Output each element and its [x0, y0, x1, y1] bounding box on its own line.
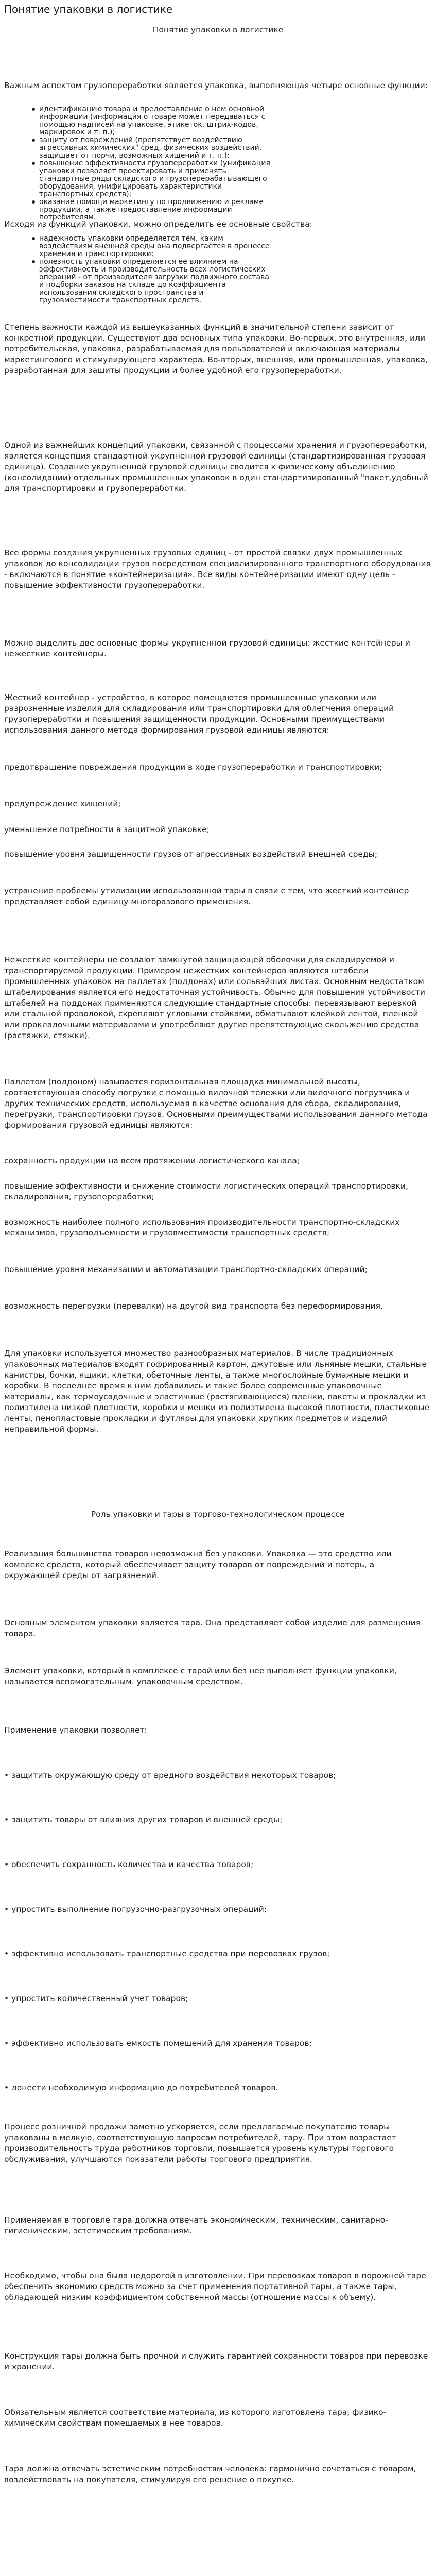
list-item: идентификацию товара и предоставление о нем основной информации (информация о товаре может передаваться с помощью надписей на упаковке, этикеток, штрих-кодов, маркировок и т. п.);: [32, 106, 278, 137]
paragraph: [4, 1666, 431, 1687]
paragraph: [4, 1156, 431, 1166]
list-item: оказание помощи маркетингу по продвижению и рекламе продукции, а также предоставление информации потребителям.: [32, 198, 278, 222]
functions-list: [32, 106, 278, 222]
paragraph: [4, 2464, 431, 2485]
paragraph-text: возможность перегрузки (перевалки) на другой вид транспорта без переформирования.: [4, 1301, 383, 1311]
paragraph-text: • защитить товары от влияния других товаров и внешней среды;: [4, 1815, 283, 1824]
intro-text: Важным аспектом грузопереработки является упаковка, выполняющая четыре основные функции:: [4, 81, 428, 90]
list-item: [4, 1904, 431, 1915]
paragraph-text: повышение уровня защищенности грузов от агрессивных воздействий внешней среды;: [4, 850, 378, 859]
paragraph-text: Тара должна отвечать эстетическим потребностям человека: гармонично сочетаться с товаром, воздействовать на покупателя, стимулируя его решение о покупке.: [4, 2464, 416, 2484]
paragraph-text: Элемент упаковки, который в комплексе с тарой или без нее выполняет функции упаковки, называется вспомогательным. упаковочным средством.: [4, 1666, 397, 1686]
paragraph: [4, 1264, 431, 1275]
list-item: защиту от повреждений (препятствует воздействию агрессивных химических" сред, физических воздействий, защищает от порчи, возможных хищений и т. п.);: [32, 137, 278, 160]
paragraph-text: Нежесткие контейнеры не создают замкнутой защищающей оболочки для складируемой и транспортируемой продукции. Примером нежестких контейнеров являются штабели промышленных упаковок на паллетах (поддонах) или сольвэйших листах. Основным недостатком штабелирования является его недостаточная устойчивость. Обычно для повышения устойчивости штабелей на поддонах применяются следующие стандартные способы: перевязывают веревкой или стальной проволокой, скрепляют угловыми стойками, обматывают клейкой лентой, пленкой или прокладочными материалами и употребляют другие препятствующие скольжению средства (растяжки, стяжки).: [4, 955, 425, 1040]
list-item: [4, 1859, 431, 1870]
paragraph: [4, 799, 431, 809]
paragraph: [4, 692, 431, 736]
paragraph: [4, 322, 431, 376]
list-item: [4, 1948, 431, 1959]
paragraph-text: • защитить окружающую среду от вредного воздействия некоторых товаров;: [4, 1771, 336, 1780]
paragraph-text: • эффективно использовать транспортные средства при перевозках грузов;: [4, 1949, 330, 1958]
properties-list: [32, 235, 273, 304]
paragraph-text: повышение эффективности и снижение стоимости логистических операций транспортировки, складирования, грузопереработки;: [4, 1181, 408, 1201]
paragraph: [4, 955, 431, 1041]
paragraph-text: Основным элементом упаковки является тара. Она представляет собой изделие для размещения товара.: [4, 1618, 421, 1638]
paragraph-text: Паллетом (поддоном) называется горизонтальная площадка минимальной высоты, соответствующая способу погрузки с помощью вилочной тележки или вилочного погрузчика и других технических средств, используемая в качестве основания для сбора, складирования, перегрузки, транспортировки грузов. Основными преимуществами использования данного метода формирования грузовой единицы являются:: [4, 1077, 428, 1130]
list-item: полезность упаковки определяется ее влиянием на эффективность и производительность всех логистических операций - от производителя загрузки подвижного состава и подборки заказов на складе до коэффициента использования складского пространства и грузовместимости транспортных средств.: [32, 258, 273, 304]
paragraph-text: уменьшение потребности в защитной упаковке;: [4, 825, 210, 834]
intro-paragraph: [4, 80, 431, 91]
paragraph: [4, 2351, 431, 2372]
paragraph: [4, 1181, 431, 1202]
paragraph: [4, 440, 431, 494]
paragraph-text: Процесс розничной продажи заметно ускоряется, если предлагаемые покупателю товары упакованы в мелкую, соответствующую запросам потребителей, тару. При этом возрастает производительность труда работников торговли, повышается уровень культуры торгового обслуживания, улучшаются показатели работы торгового предприятия.: [4, 2122, 396, 2164]
paragraph: [4, 2215, 431, 2236]
paragraph-text: возможность наиболее полного использования производительности транспортно-складских механизмов, грузоподъемности и грузовместимости транспортных средств;: [4, 1217, 400, 1238]
paragraph-text: • упростить выполнение погрузочно-разгрузочных операций;: [4, 1905, 267, 1914]
paragraph-text: • упростить количественный учет товаров;: [4, 1994, 188, 2003]
paragraph-text: предотвращение повреждения продукции в ходе грузопереработки и транспортировки;: [4, 762, 382, 772]
list-item: [4, 1815, 431, 1825]
paragraph: [4, 824, 431, 835]
paragraph-text: устранение проблемы утилизации использованной тары в связи с тем, что жесткий контейнер представляет собой единицу многоразового применения.: [4, 886, 409, 906]
paragraph: [4, 1348, 431, 1435]
paragraph-text: Степень важности каждой из вышеуказанных функций в значительной степени зависит от конкретной продукции. Существуют два основных типа упаковки. Во-первых, это внутренняя, или потребительская, упаковка, разрабатываемая для пользователей и включающая материалы маркетингового и стимулирующего характера. Во-вторых, внешняя, или промышленная, упаковка, разработанная для защиты продукции и более удобной его грузопереработки.: [4, 323, 428, 375]
paragraph: [4, 548, 431, 591]
paragraph-text: Конструкция тары должна быть прочной и служить гарантией сохранности товаров при перевозке и хранении.: [4, 2351, 428, 2371]
paragraph: [4, 1618, 431, 1639]
paragraph-text: Жесткий контейнер - устройство, в которое помещаются промышленные упаковки или разрозненные изделия для складирования или транспортировки для облегчения операций грузопереработки и повышения защищенности продукции. Основными преимуществами использования данного метода формирования грузовой единицы являются:: [4, 693, 394, 735]
list-item: [4, 2038, 431, 2049]
list-item: [4, 1770, 431, 1781]
page-title: Понятие упаковки в логистике: [4, 3, 173, 15]
section-heading-text: Роль упаковки и тары в торгово-технологическом процессе: [91, 1510, 345, 1519]
properties-text: Исходя из функций упаковки, можно определить ее основные свойства:: [4, 219, 312, 229]
paragraph: [4, 1217, 431, 1239]
paragraph: [4, 638, 431, 659]
list-item: повышение эффективности грузопереработки (унификация упаковки позволяет проектировать и применять стандартные ряды складского и грузоперерабатывающего оборудования, унифицировать характеристики транспортных средств);: [32, 160, 278, 198]
paragraph-text: сохранность продукции на всем протяжении логистического канала;: [4, 1156, 300, 1165]
paragraph: [4, 849, 431, 860]
paragraph: [4, 2407, 431, 2429]
article-heading: Понятие упаковки в логистике: [152, 25, 284, 35]
paragraph: [4, 1301, 431, 1312]
paragraph-text: Применение упаковки позволяет:: [4, 1725, 147, 1735]
paragraph: [4, 1725, 431, 1736]
paragraph: [4, 886, 431, 907]
properties-paragraph: [4, 219, 431, 230]
list-item: надежность упаковки определяется тем, каким воздействиям внешней среды она подвергается в процессе хранения и транспортировки;: [32, 235, 273, 258]
paragraph-text: Применяемая в торговле тара должна отвечать экономическим, техническим, санитарно-гигиеническим, эстетическим требованиям.: [4, 2215, 389, 2235]
section-heading: [4, 1509, 431, 1520]
paragraph: [4, 1549, 431, 1581]
paragraph: [4, 2270, 431, 2303]
paragraph-text: Одной из важнейших концепций упаковки, связанной с процессами хранения и грузопереработки, является концепция стандартной укрупненной грузовой единицы (стандартизированная грузовая единица). Создание укрупненной грузовой единицы сводится к физическому объединению (консолидации) отдельных промышленных упаковок в один стандартизированный "пакет,удобный для транспортировки и грузопереработки.: [4, 440, 428, 493]
paragraph: [4, 762, 431, 773]
list-item: [4, 2082, 431, 2093]
paragraph-text: Реализация большинства товаров невозможна без упаковки. Упаковка — это средство или комплекс средств, который обеспечивает защиту товаров от повреждений и потерь, а окружающей среды от загрязнений.: [4, 1549, 392, 1580]
paragraph-text: • донести необходимую информацию до потребителей товаров.: [4, 2083, 278, 2092]
paragraph-text: Обязательным является соответствие материала, из которого изготовлена тара, физико-химическим свойствам помещаемых в нее товаров.: [4, 2408, 387, 2428]
paragraph-text: Для упаковки используется множество разнообразных материалов. В числе традиционных упаковочных материалов входят гофрированный картон, джутовые или льняные мешки, стальные канистры, бочки, ящики, клетки, обеточные ленты, а также многослойные бумажные мешки и коробки. В последнее время к ним добавились и такие более современные упаковочные материалы, как термоусадочные и эластичные (растягивающиеся) пленки, пакеты и прокладки из полиэтилена низкой плотности, коробки и мешки из полиэтилена высокой плотности, пластиковые ленты, пенопластовые прокладки и футляры для упаковки хрупких предметов и изделий неправильной формы.: [4, 1349, 430, 1434]
paragraph: [4, 1077, 431, 1131]
paragraph-text: • обеспечить сохранность количества и качества товаров;: [4, 1860, 254, 1869]
paragraph-text: повышение уровня механизации и автоматизации транспортно-складских операций;: [4, 1265, 368, 1274]
paragraph-text: Можно выделить две основные формы укрупненной грузовой единицы: жесткие контейнеры и нежесткие контейнеры.: [4, 638, 410, 658]
paragraph-text: Необходимо, чтобы она была недорогой в изготовлении. При перевозках товаров в порожней таре обеспечить экономию средств можно за счет применения портативной тары, а также тары, обладающей низким коэффициентом собственной массы (отношение массы к объему).: [4, 2271, 426, 2302]
paragraph-text: Все формы создания укрупненных грузовых единиц - от простой связки двух промышленных упаковок до консолидации грузов посредством специализированного транспортного оборудования - включаются в понятие «контейнеризация». Все виды контейнеризации имеют одну цель - повышение эффективности грузопереработки.: [4, 548, 431, 590]
paragraph-text: • эффективно использовать емкость помещений для хранения товаров;: [4, 2039, 312, 2048]
list-item: [4, 1993, 431, 2004]
paragraph: [4, 2122, 431, 2165]
paragraph-text: предупреждение хищений;: [4, 799, 121, 808]
